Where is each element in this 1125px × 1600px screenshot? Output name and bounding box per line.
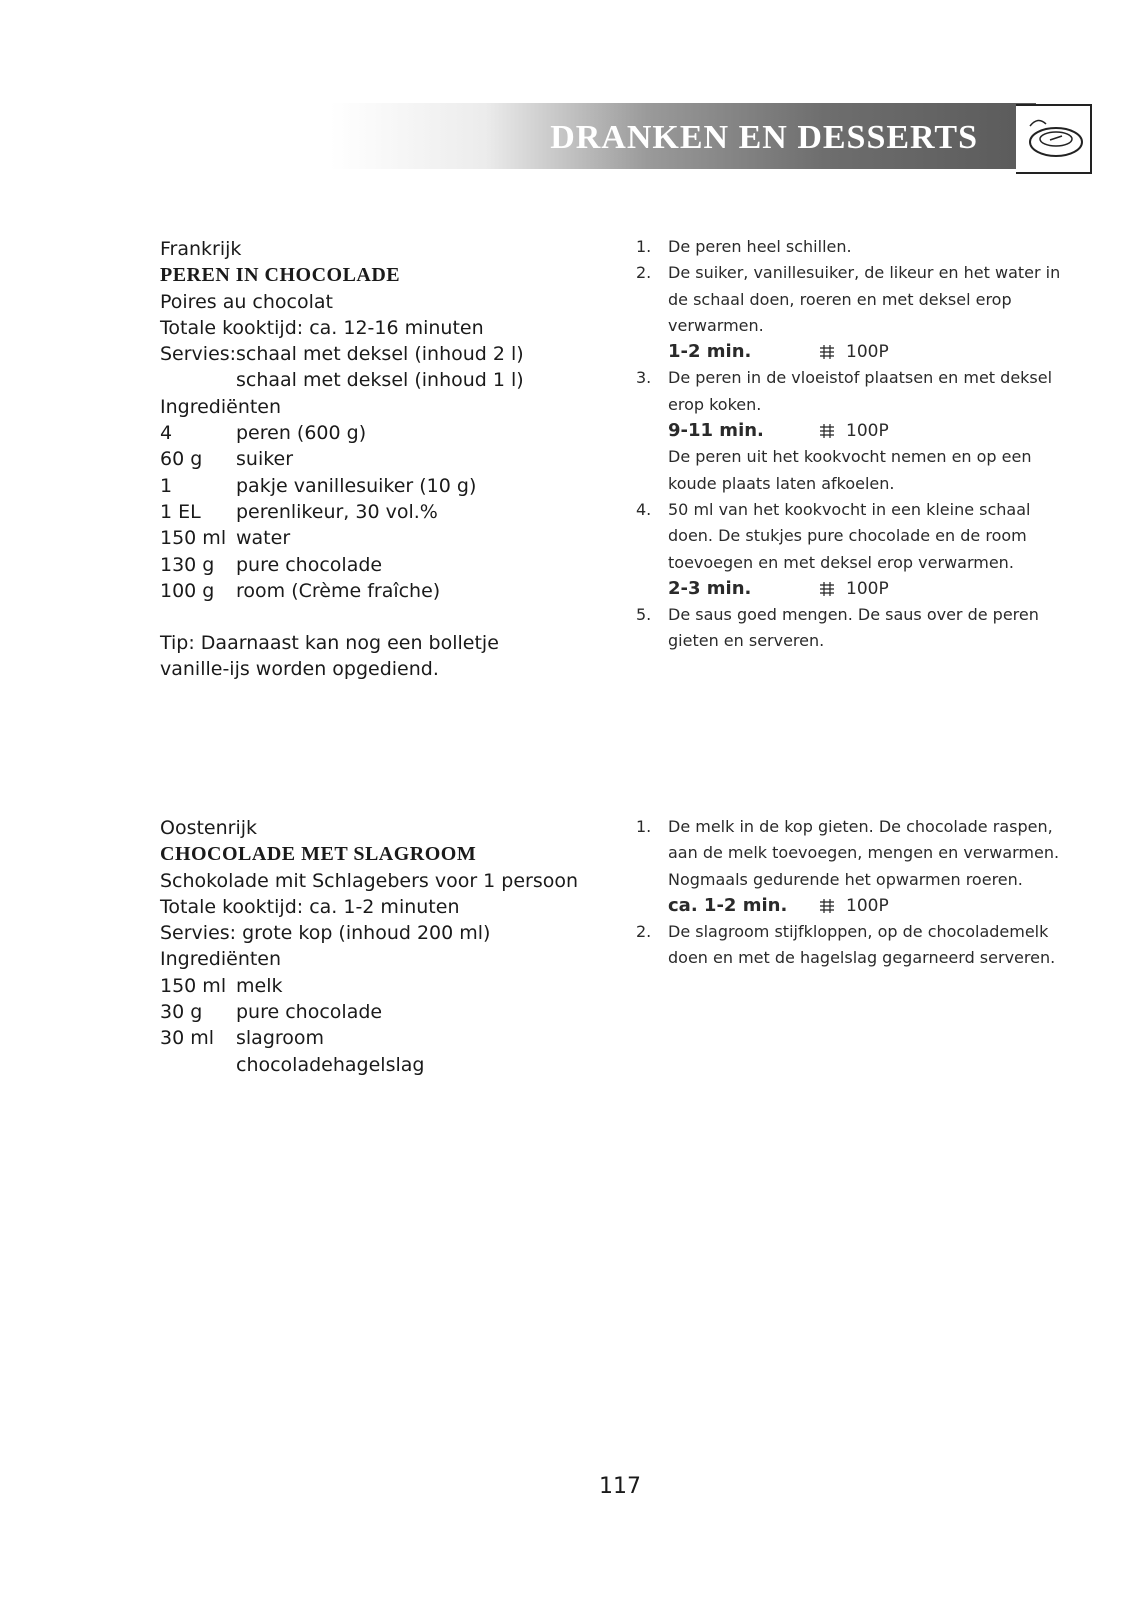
power-level: 100P	[846, 578, 889, 599]
ingredients-list	[160, 973, 590, 1078]
recipe-country: Frankrijk	[160, 238, 242, 260]
ingredient-item: chocoladehagelslag	[236, 1053, 425, 1076]
recipe-chocolade-steps	[636, 814, 1066, 972]
ingredient-item: pakje vanillesuiker (10 g)	[236, 474, 477, 497]
cook-time	[636, 339, 1066, 365]
step-number: 5.	[636, 605, 652, 625]
cook-time-value: 2-3 min.	[668, 577, 752, 599]
step-text: De melk in de kop gieten. De chocolade raspen, aan de melk toevoegen, mengen en verwarmen. Nogmaals gedurende het opwarmen roeren.	[668, 817, 1060, 889]
cook-time	[636, 893, 1066, 919]
recipe-title: CHOCOLADE MET SLAGROOM	[160, 843, 477, 866]
ingredient-item: water	[236, 527, 291, 550]
ingredient-item: pure chocolade	[236, 1001, 383, 1024]
step-item	[636, 919, 1066, 972]
cup-icon	[1016, 104, 1092, 174]
step-item	[636, 234, 1066, 260]
ingredients-label: Ingrediënten	[160, 948, 282, 971]
ingredient-qty: 1 EL	[160, 500, 201, 523]
page-number: 117	[599, 1474, 641, 1499]
power-level: 100P	[846, 421, 889, 442]
ingredient-qty	[160, 1052, 236, 1078]
section-title: DRANKEN EN DESSERTS	[550, 119, 978, 156]
ingredient-qty: 30 g	[160, 1001, 203, 1024]
step-item	[636, 602, 1066, 655]
step-number: 4.	[636, 499, 652, 519]
cook-time-value: ca. 1-2 min.	[668, 894, 788, 916]
ingredient-qty: 1	[160, 474, 173, 497]
step-text: De peren in de vloeistof plaatsen en met deksel erop koken.	[668, 368, 1053, 414]
ingredient-row	[160, 999, 590, 1025]
ingredient-row	[160, 1025, 590, 1051]
cook-time	[636, 418, 1066, 444]
ingredient-row	[160, 578, 590, 604]
recipe-subtitle: Poires au chocolat	[160, 290, 333, 313]
ingredient-item: pure chocolade	[236, 553, 383, 576]
ingredient-row	[160, 552, 590, 578]
step-item	[636, 365, 1066, 418]
ingredient-qty: 150 ml	[160, 974, 227, 997]
step-item	[636, 260, 1066, 339]
step-text: 50 ml van het kookvocht in een kleine schaal doen. De stukjes pure chocolade en de room toevoegen en met deksel erop verwarmen.	[668, 499, 1031, 572]
recipe-peren	[160, 236, 590, 683]
recipe-country: Oostenrijk	[160, 817, 258, 839]
recipe-peren-steps	[636, 234, 1066, 655]
ingredient-qty: 100 g	[160, 579, 215, 602]
recipe-title: PEREN IN CHOCOLADE	[160, 264, 401, 287]
step-text: De slagroom stijfkloppen, op de chocolademelk doen en met de hagelslag gegarneerd serveren.	[668, 922, 1056, 968]
microwave-power-icon	[818, 344, 836, 360]
ingredient-qty: 4	[160, 422, 173, 445]
ingredient-row	[160, 499, 590, 525]
step-text: De peren heel schillen.	[668, 237, 852, 256]
recipe-cooktime: Totale kooktijd: ca. 12-16 minuten	[160, 316, 484, 339]
step-note: De peren uit het kookvocht nemen en op een koude plaats laten afkoelen.	[668, 447, 1032, 493]
ingredient-row	[160, 446, 590, 472]
step-number: 2.	[636, 263, 652, 283]
ingredient-row	[160, 525, 590, 551]
step-item	[636, 814, 1066, 893]
recipe-subtitle: Schokolade mit Schlagebers voor 1 persoon	[160, 869, 579, 892]
ingredient-item: melk	[236, 974, 283, 997]
step-number: 1.	[636, 237, 652, 256]
power-level: 100P	[846, 895, 889, 916]
ingredient-item: slagroom	[236, 1027, 325, 1050]
ingredients-label: Ingrediënten	[160, 395, 282, 418]
ingredients-list	[160, 420, 590, 604]
ingredient-qty: 130 g	[160, 553, 215, 576]
servies-row	[160, 367, 590, 393]
servies-row	[160, 341, 590, 367]
cook-time-value: 9-11 min.	[668, 420, 764, 442]
microwave-power-icon	[818, 898, 836, 914]
servies-item: schaal met deksel (inhoud 2 l)	[236, 343, 524, 366]
ingredient-qty: 60 g	[160, 448, 203, 471]
microwave-power-icon	[818, 423, 836, 439]
ingredient-item: room (Crème fraîche)	[236, 579, 441, 602]
ingredient-qty: 30 ml	[160, 1027, 215, 1050]
servies-item: schaal met deksel (inhoud 1 l)	[236, 369, 524, 392]
cook-time	[636, 576, 1066, 602]
step-number: 1.	[636, 817, 652, 836]
recipe-chocolade	[160, 815, 590, 1078]
step-number: 3.	[636, 368, 652, 388]
power-level: 100P	[846, 342, 889, 363]
recipe-tip: Tip: Daarnaast kan nog een bolletje vanille-ijs worden opgediend.	[160, 632, 499, 681]
microwave-power-icon	[818, 581, 836, 597]
recipe-servies: Servies: grote kop (inhoud 200 ml)	[160, 922, 491, 945]
ingredient-row	[160, 473, 590, 499]
recipe-cooktime: Totale kooktijd: ca. 1-2 minuten	[160, 895, 460, 918]
ingredient-qty: 150 ml	[160, 527, 227, 550]
cook-time-value: 1-2 min.	[668, 341, 752, 363]
ingredient-row	[160, 1052, 590, 1078]
ingredient-item: peren (600 g)	[236, 422, 367, 445]
step-text: De suiker, vanillesuiker, de likeur en het water in de schaal doen, roeren en met deksel erop verwarmen.	[668, 263, 1061, 335]
step-number: 2.	[636, 922, 652, 942]
ingredient-item: suiker	[236, 448, 294, 471]
ingredient-row	[160, 420, 590, 446]
step-item	[636, 497, 1066, 576]
section-banner	[330, 103, 1036, 169]
servies-label: Servies:	[160, 343, 237, 366]
ingredient-row	[160, 973, 590, 999]
ingredient-item: perenlikeur, 30 vol.%	[236, 500, 438, 523]
step-text: De saus goed mengen. De saus over de peren gieten en serveren.	[668, 605, 1039, 651]
